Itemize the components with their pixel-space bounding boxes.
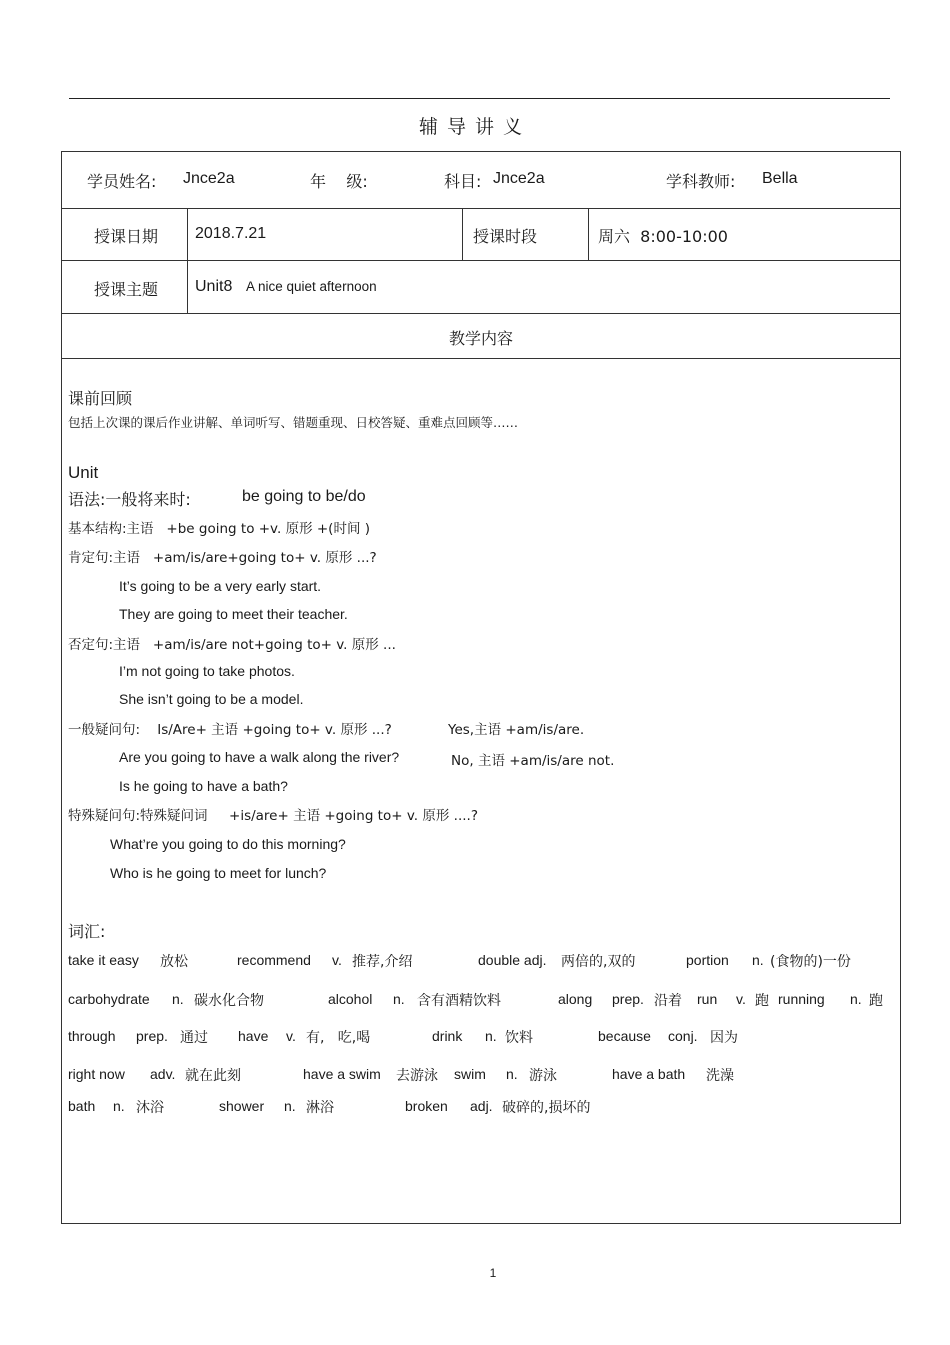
- unit-heading: Unit: [68, 463, 99, 482]
- vocab-meaning: 饮料: [505, 1030, 533, 1046]
- vocab-meaning: 因为: [710, 1030, 738, 1046]
- vocab-meaning: 含有酒精饮料: [417, 993, 501, 1009]
- vocab-word: running: [778, 991, 825, 1007]
- period-value: 周六 8:00-10:00: [598, 227, 728, 246]
- affirmative-rule: 肯定句:主语 +am/is/are+going to+ v. 原形 ...?: [68, 550, 377, 566]
- vocab-meaning: 有, 吃,喝: [306, 1030, 371, 1046]
- vocab-word: run: [697, 991, 718, 1007]
- vocab-meaning: 推荐,介绍: [352, 954, 413, 970]
- vocab-pos: prep.: [612, 991, 644, 1007]
- vocab-word: have a bath: [612, 1066, 686, 1082]
- vocab-word: carbohydrate: [68, 991, 150, 1007]
- vocab-word: double adj.: [478, 952, 547, 968]
- vocab-meaning: (食物的)一份: [770, 954, 851, 970]
- vocab-pos: n.: [172, 991, 184, 1007]
- topic-label: 授课主题: [94, 280, 159, 299]
- vocab-meaning: 碳水化合物: [194, 993, 264, 1009]
- topic-unit: Unit8: [195, 278, 233, 295]
- vocab-word: recommend: [237, 952, 311, 968]
- vocab-pos: n.: [113, 1098, 125, 1114]
- col-divider: [462, 208, 463, 260]
- content-header: 教学内容: [448, 329, 513, 348]
- example-sentence: It’s going to be a very early start.: [119, 578, 322, 594]
- example-sentence: Is he going to have a bath?: [119, 778, 288, 794]
- vocab-pos: n.: [393, 991, 405, 1007]
- vocab-pos: v.: [332, 952, 342, 968]
- row-divider: [61, 358, 901, 359]
- vocab-pos: n.: [506, 1066, 518, 1082]
- student-name-label: 学员姓名:: [87, 172, 157, 191]
- vocab-pos: v.: [286, 1028, 296, 1044]
- vocab-meaning: 两倍的,双的: [561, 954, 636, 970]
- date-label: 授课日期: [94, 227, 159, 246]
- vocab-meaning: 放松: [160, 954, 188, 970]
- vocab-word: alcohol: [328, 991, 373, 1007]
- review-text: 包括上次课的课后作业讲解、单词听写、错题重现、日校答疑、重难点回顾等……: [68, 415, 519, 430]
- vocab-pos: n.: [485, 1028, 497, 1044]
- example-sentence: Are you going to have a walk along the river?: [119, 749, 400, 765]
- example-sentence: They are going to meet their teacher.: [119, 606, 348, 622]
- vocab-meaning: 沐浴: [136, 1100, 164, 1116]
- vocab-pos: adj.: [470, 1098, 493, 1114]
- page-number: 1: [489, 1266, 497, 1280]
- grade-label: 年 级:: [310, 172, 368, 191]
- example-sentence: I’m not going to take photos.: [119, 663, 295, 679]
- vocab-word: have: [238, 1028, 269, 1044]
- vocab-meaning: 游泳: [529, 1068, 557, 1084]
- teacher-label: 学科教师:: [666, 172, 736, 191]
- vocab-word: because: [598, 1028, 651, 1044]
- vocab-pos: conj.: [668, 1028, 698, 1044]
- vocab-word: bath: [68, 1098, 96, 1114]
- vocab-meaning: 就在此刻: [185, 1068, 241, 1084]
- vocab-word: drink: [432, 1028, 463, 1044]
- yes-answer-rule: Yes,主语 +am/is/are.: [448, 722, 585, 738]
- period-label: 授课时段: [473, 227, 538, 246]
- vocab-word: shower: [219, 1098, 265, 1114]
- vocab-meaning: 去游泳: [396, 1068, 438, 1084]
- student-name-value: Jnce2a: [183, 170, 235, 187]
- top-rule: [69, 98, 890, 99]
- vocab-pos: v.: [736, 991, 746, 1007]
- vocab-word: have a swim: [303, 1066, 381, 1082]
- vocab-word: swim: [454, 1066, 486, 1082]
- vocab-meaning: 洗澡: [706, 1068, 734, 1084]
- col-divider: [187, 208, 188, 313]
- subject-value: Jnce2a: [493, 170, 545, 187]
- vocab-meaning: 破碎的,损坏的: [502, 1100, 591, 1116]
- vocab-heading: 词汇:: [68, 922, 106, 941]
- grammar-label: 语法:一般将来时:: [68, 490, 191, 509]
- vocab-pos: adv.: [150, 1066, 176, 1082]
- row-divider: [61, 313, 901, 314]
- example-sentence: She isn’t going to be a model.: [119, 691, 304, 707]
- special-question-rule: 特殊疑问句:特殊疑问词 +is/are+ 主语 +going to+ v. 原形 ....?: [68, 808, 478, 824]
- document-title: 辅导讲义: [418, 116, 531, 138]
- vocab-meaning: 淋浴: [306, 1100, 334, 1116]
- vocab-pos: prep.: [136, 1028, 168, 1044]
- subject-label: 科目:: [444, 172, 482, 191]
- vocab-pos: n.: [284, 1098, 296, 1114]
- vocab-word: take it easy: [68, 952, 139, 968]
- example-sentence: Who is he going to meet for lunch?: [110, 865, 327, 881]
- yes-no-question-rule: 一般疑问句: Is/Are+ 主语 +going to+ v. 原形 ...?: [68, 722, 392, 738]
- vocab-meaning: 沿着: [654, 993, 682, 1009]
- vocab-meaning: 跑: [869, 993, 883, 1009]
- vocab-word: through: [68, 1028, 116, 1044]
- vocab-meaning: 跑: [755, 993, 769, 1009]
- no-answer-rule: No, 主语 +am/is/are not.: [451, 753, 615, 769]
- vocab-pos: n.: [752, 952, 764, 968]
- vocab-word: along: [558, 991, 593, 1007]
- example-sentence: What’re you going to do this morning?: [110, 836, 346, 852]
- vocab-meaning: 通过: [180, 1030, 208, 1046]
- vocab-pos: n.: [850, 991, 862, 1007]
- vocab-word: portion: [686, 952, 729, 968]
- negative-rule: 否定句:主语 +am/is/are not+going to+ v. 原形 ...: [68, 637, 396, 653]
- date-value: 2018.7.21: [195, 225, 267, 242]
- grammar-formula: be going to be/do: [242, 488, 366, 505]
- teacher-value: Bella: [762, 170, 798, 187]
- col-divider: [588, 208, 589, 260]
- topic-name: A nice quiet afternoon: [246, 279, 377, 294]
- basic-structure: 基本结构:主语 +be going to +v. 原形 +(时间 ): [68, 521, 371, 537]
- vocab-word: right now: [68, 1066, 125, 1082]
- review-heading: 课前回顾: [68, 389, 133, 408]
- vocab-word: broken: [405, 1098, 448, 1114]
